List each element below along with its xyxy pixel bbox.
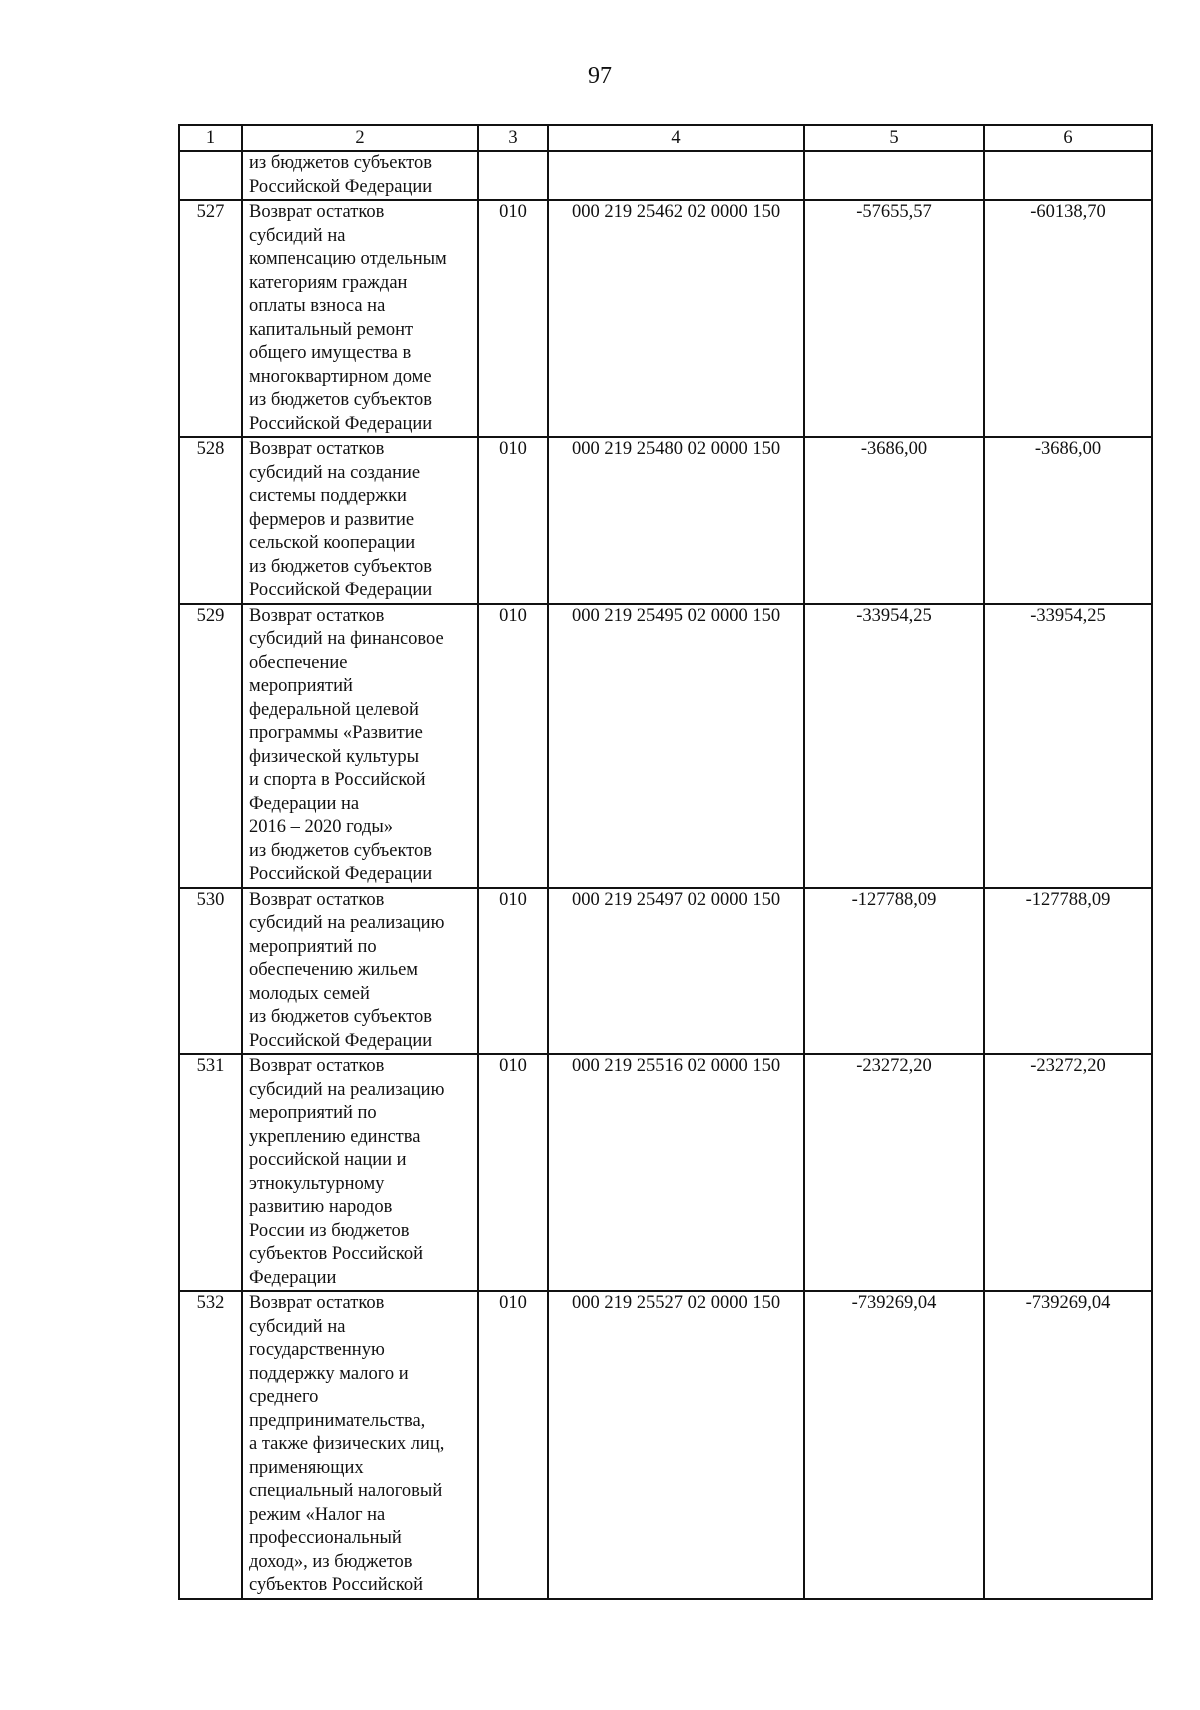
row-description: Возврат остатков субсидий на создание системы поддержки фермеров и развитие сельской кооперации из бюджетов субъектов Российской Федерации bbox=[242, 437, 478, 604]
row-description: Возврат остатков субсидий на реализацию мероприятий по обеспечению жильем молодых семей из бюджетов субъектов Российской Федерации bbox=[242, 888, 478, 1055]
admin-code bbox=[478, 151, 548, 200]
amount-col6: -739269,04 bbox=[984, 1291, 1152, 1599]
amount-col5: -57655,57 bbox=[804, 200, 984, 437]
table-header-row bbox=[179, 125, 1152, 151]
amount-col5: -739269,04 bbox=[804, 1291, 984, 1599]
row-number: 528 bbox=[179, 437, 242, 604]
table-row bbox=[179, 1291, 1152, 1599]
admin-code: 010 bbox=[478, 1291, 548, 1599]
column-header: 4 bbox=[548, 125, 804, 151]
column-header: 1 bbox=[179, 125, 242, 151]
amount-col6 bbox=[984, 151, 1152, 200]
amount-col5 bbox=[804, 151, 984, 200]
column-header: 6 bbox=[984, 125, 1152, 151]
admin-code: 010 bbox=[478, 1054, 548, 1291]
amount-col6: -127788,09 bbox=[984, 888, 1152, 1055]
budget-code bbox=[548, 151, 804, 200]
admin-code: 010 bbox=[478, 888, 548, 1055]
row-description: Возврат остатков субсидий на реализацию мероприятий по укреплению единства российской нации и этнокультурному развитию народов России из бюджетов субъектов Российской Федерации bbox=[242, 1054, 478, 1291]
row-number: 529 bbox=[179, 604, 242, 888]
row-description: Возврат остатков субсидий на государственную поддержку малого и среднего предпринимательства, а также физических лиц, применяющих специальный налоговый режим «Налог на профессиональный доход», из бюджетов субъектов Российской bbox=[242, 1291, 478, 1599]
table-body bbox=[179, 151, 1152, 1599]
column-header: 2 bbox=[242, 125, 478, 151]
budget-code: 000 219 25462 02 0000 150 bbox=[548, 200, 804, 437]
table-row bbox=[179, 1054, 1152, 1291]
table-row bbox=[179, 200, 1152, 437]
row-number: 531 bbox=[179, 1054, 242, 1291]
amount-col5: -23272,20 bbox=[804, 1054, 984, 1291]
table-row bbox=[179, 437, 1152, 604]
column-header: 3 bbox=[478, 125, 548, 151]
row-number: 527 bbox=[179, 200, 242, 437]
row-description: Возврат остатков субсидий на компенсацию отдельным категориям граждан оплаты взноса на капитальный ремонт общего имущества в многоквартирном доме из бюджетов субъектов Российской Федерации bbox=[242, 200, 478, 437]
row-description: из бюджетов субъектов Российской Федерации bbox=[242, 151, 478, 200]
budget-code: 000 219 25495 02 0000 150 bbox=[548, 604, 804, 888]
admin-code: 010 bbox=[478, 604, 548, 888]
amount-col5: -127788,09 bbox=[804, 888, 984, 1055]
budget-code: 000 219 25497 02 0000 150 bbox=[548, 888, 804, 1055]
admin-code: 010 bbox=[478, 200, 548, 437]
budget-code: 000 219 25480 02 0000 150 bbox=[548, 437, 804, 604]
table-row bbox=[179, 604, 1152, 888]
row-number bbox=[179, 151, 242, 200]
row-description: Возврат остатков субсидий на финансовое обеспечение мероприятий федеральной целевой программы «Развитие физической культуры и спорта в Российской Федерации на 2016 – 2020 годы» из бюджетов субъектов Российской Федерации bbox=[242, 604, 478, 888]
amount-col6: -60138,70 bbox=[984, 200, 1152, 437]
table-row bbox=[179, 888, 1152, 1055]
budget-code: 000 219 25527 02 0000 150 bbox=[548, 1291, 804, 1599]
row-number: 530 bbox=[179, 888, 242, 1055]
column-header: 5 bbox=[804, 125, 984, 151]
amount-col6: -3686,00 bbox=[984, 437, 1152, 604]
table-row bbox=[179, 151, 1152, 200]
budget-code: 000 219 25516 02 0000 150 bbox=[548, 1054, 804, 1291]
admin-code: 010 bbox=[478, 437, 548, 604]
amount-col6: -33954,25 bbox=[984, 604, 1152, 888]
amount-col5: -3686,00 bbox=[804, 437, 984, 604]
row-number: 532 bbox=[179, 1291, 242, 1599]
budget-table bbox=[178, 124, 1153, 1600]
amount-col6: -23272,20 bbox=[984, 1054, 1152, 1291]
page-number: 97 bbox=[588, 63, 612, 89]
amount-col5: -33954,25 bbox=[804, 604, 984, 888]
